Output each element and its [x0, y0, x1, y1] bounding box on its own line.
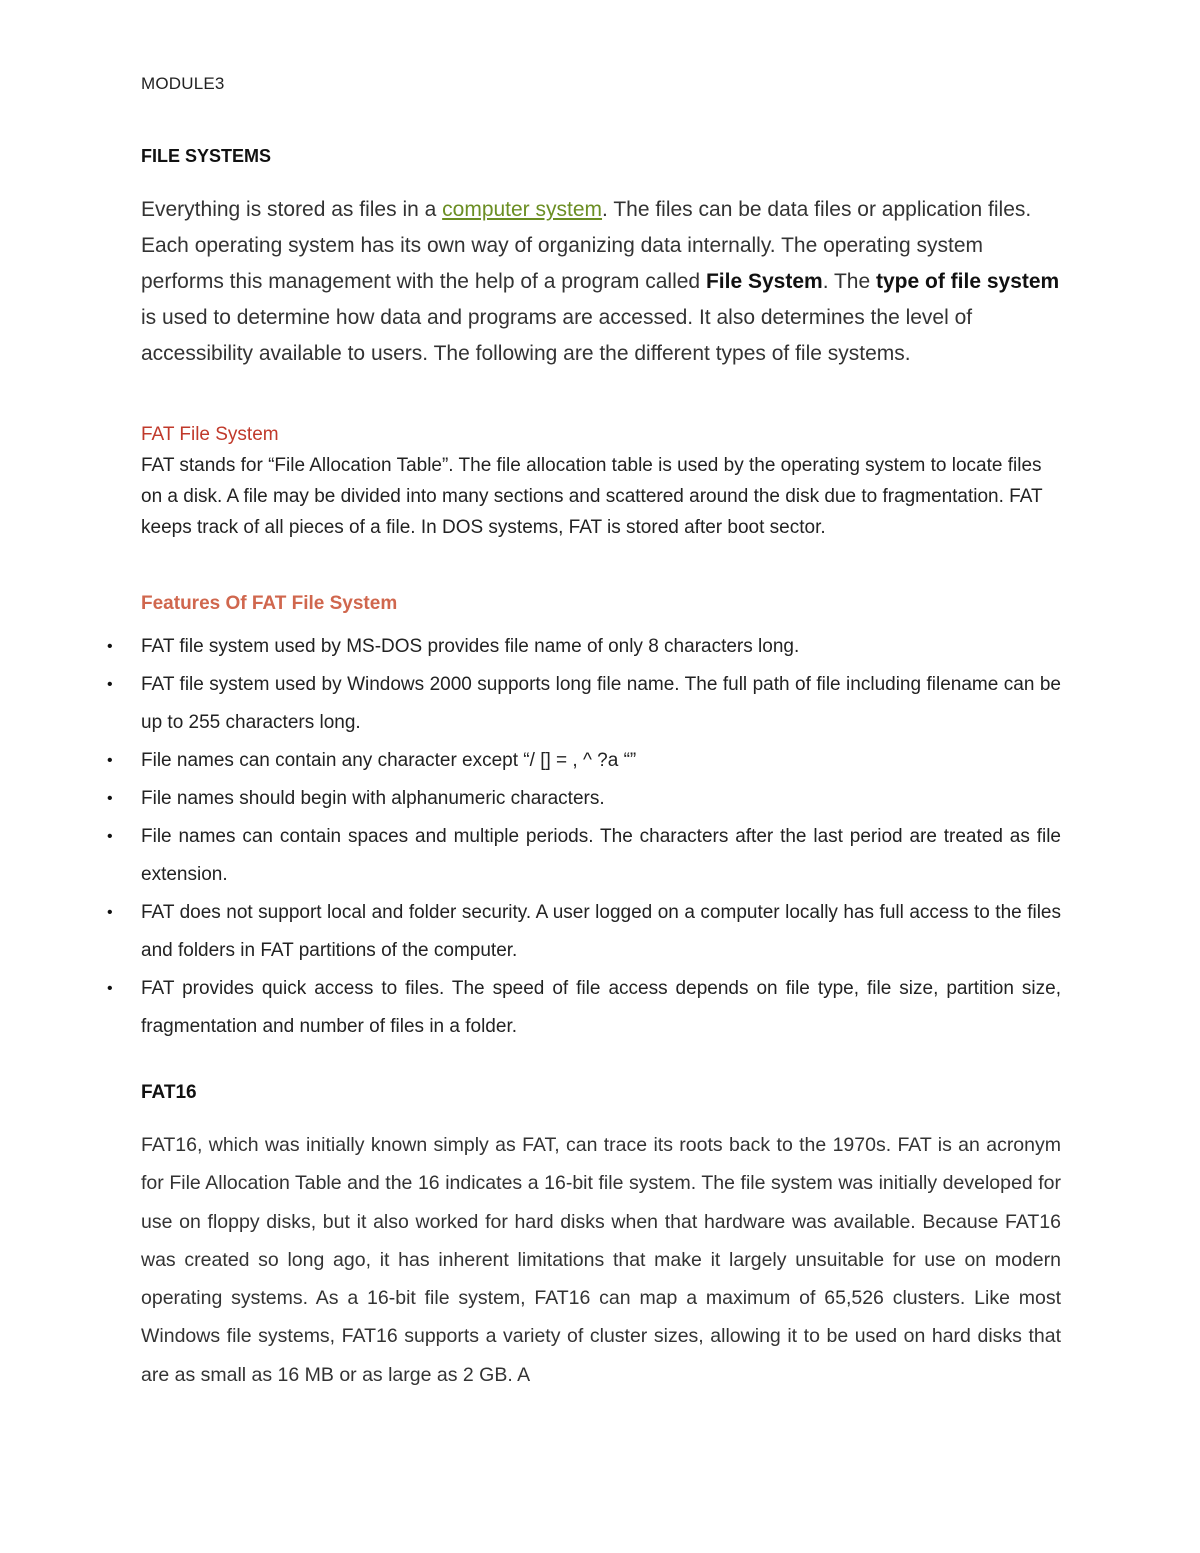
bullet-dot-icon: •	[107, 752, 113, 769]
page-header: MODULE3	[141, 74, 225, 93]
intro-text-3: . The	[822, 270, 876, 293]
list-item	[107, 894, 1061, 970]
bullet-dot-icon: •	[107, 980, 113, 997]
intro-text-4: is used to determine how data and programs are accessed. It also determines the level of accessibility available to users. The following are the different types of file systems.	[141, 306, 973, 365]
intro-bold-type-of-file-system: type of file system	[876, 270, 1060, 293]
features-heading: Features Of FAT File System	[141, 593, 398, 614]
fat16-heading: FAT16	[141, 1082, 197, 1103]
list-item-text: FAT provides quick access to files. The speed of file access depends on file type, file size, partition size, fragmentation and number of files in a folder.	[141, 978, 1061, 1037]
intro-text-1: Everything is stored as files in a	[141, 198, 443, 221]
fat-file-system-heading: FAT File System	[141, 424, 279, 445]
bullet-dot-icon: •	[107, 676, 113, 693]
list-item	[107, 780, 1061, 818]
list-item-text: File names can contain spaces and multiple periods. The characters after the last period are treated as file extension.	[141, 826, 1061, 885]
list-item-text: File names can contain any character except “/ [] = , ^ ?a “”	[141, 750, 637, 771]
intro-text-2: . The files can be data files or application files. Each operating system has its own way of organizing data internally. The operating system performs this management with the help of a program called	[141, 198, 1032, 293]
intro-paragraph	[141, 192, 1061, 372]
bullet-dot-icon: •	[107, 904, 113, 921]
list-item	[107, 628, 1061, 666]
page-title: FILE SYSTEMS	[141, 146, 272, 166]
list-item	[107, 742, 1061, 780]
list-item	[107, 970, 1061, 1046]
list-item-text: FAT does not support local and folder security. A user logged on a computer locally has full access to the files and folders in FAT partitions of the computer.	[141, 902, 1061, 961]
bullet-dot-icon: •	[107, 638, 113, 655]
intro-bold-file-system: File System	[705, 270, 823, 293]
list-item-text: File names should begin with alphanumeric characters.	[141, 788, 605, 809]
list-item	[107, 818, 1061, 894]
bullet-dot-icon: •	[107, 828, 113, 845]
features-list	[107, 628, 1061, 1046]
fat16-paragraph: FAT16, which was initially known simply as FAT, can trace its roots back to the 1970s. FAT is an acronym for File Allocation Table and the 16 indicates a 16-bit file system. The file system was initially developed for use on floppy disks, but it also worked for hard disks when that hardware was available. Because FAT16 was created so long ago, it has inherent limitations that make it largely unsuitable for use on modern operating systems. As a 16-bit file system, FAT16 can map a maximum of 65,526 clusters. Like most Windows file systems, FAT16 supports a variety of cluster sizes, allowing it to be used on hard disks that are as small as 16 MB or as large as 2 GB. A	[141, 1134, 1061, 1386]
fat-file-system-paragraph: FAT stands for “File Allocation Table”. The file allocation table is used by the operating system to locate files on a disk. A file may be divided into many sections and scattered around the disk due to fragmentation. FAT keeps track of all pieces of a file. In DOS systems, FAT is stored after boot sector.	[141, 455, 1043, 538]
list-item-text: FAT file system used by MS-DOS provides file name of only 8 characters long.	[141, 636, 800, 657]
bullet-dot-icon: •	[107, 790, 113, 807]
list-item-text: FAT file system used by Windows 2000 supports long file name. The full path of file including filename can be up to 255 characters long.	[141, 674, 1061, 733]
computer-system-link[interactable]: computer system	[442, 198, 603, 221]
list-item	[107, 666, 1061, 742]
